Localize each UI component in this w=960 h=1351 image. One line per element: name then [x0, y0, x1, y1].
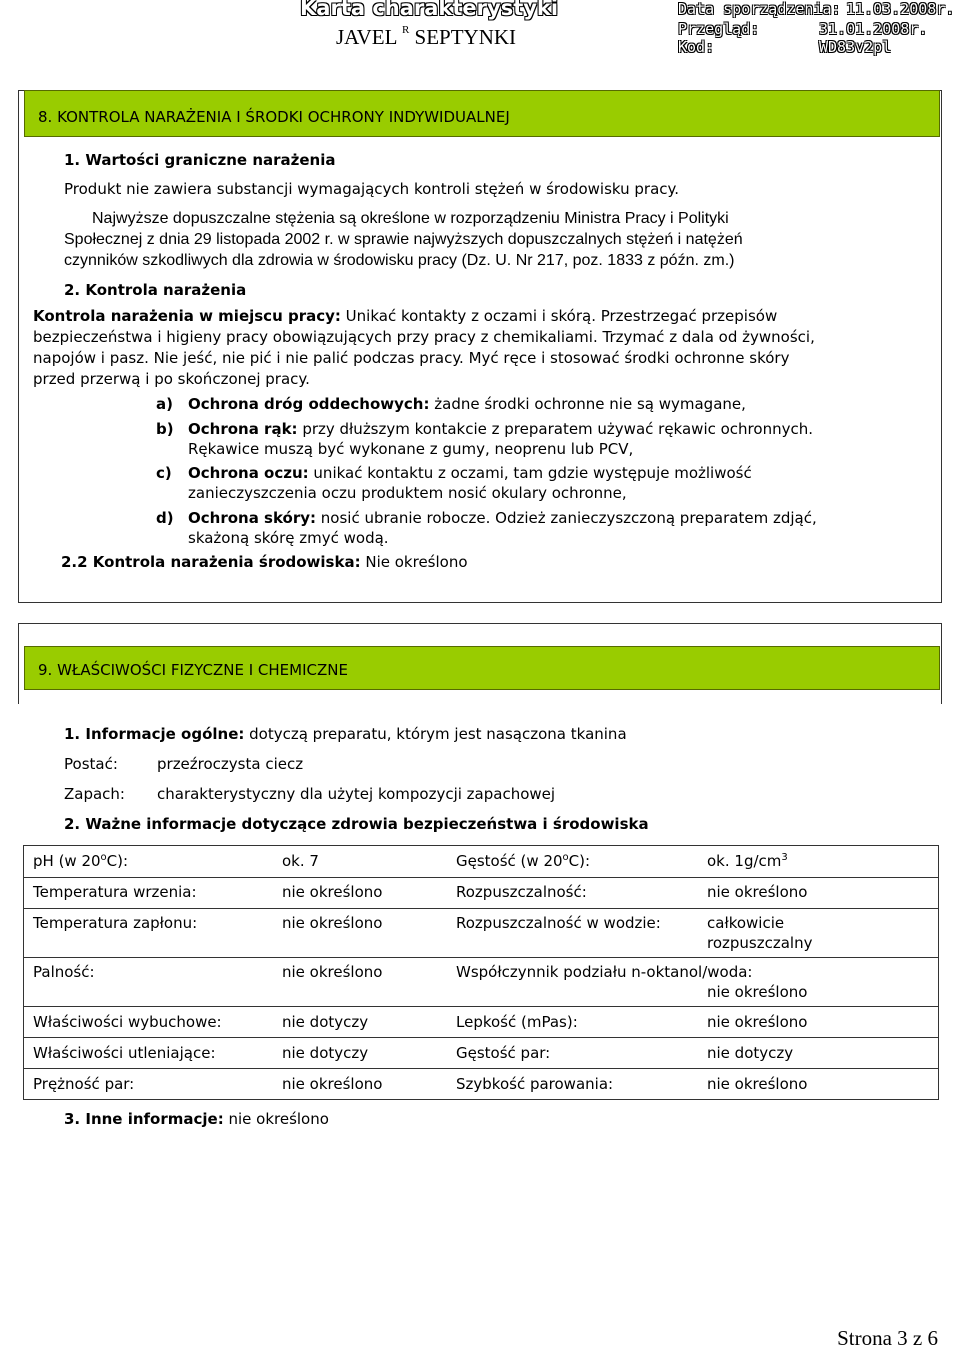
section-8-title: 8. KONTROLA NARAŻENIA I ŚRODKI OCHRONY INDYWIDUALNEJ — [38, 108, 510, 126]
water-solubility-value: rozpuszczalny — [707, 934, 813, 952]
explosive-label: Właściwości wybuchowe: — [33, 1013, 222, 1031]
environmental-control: 2.2 Kontrola narażenia środowiska: Nie określono — [61, 553, 468, 571]
eye-protection: Ochrona oczu: unikać kontaktu z oczami, tam gdzie występuje możliwość — [188, 464, 752, 482]
exposure-control-heading: 2. Kontrola narażenia — [64, 281, 247, 299]
review-date-value: 31.01.2008r. — [819, 20, 928, 38]
oxidizing-value: nie dotyczy — [282, 1044, 369, 1062]
ph-label: pH (w 20$^o$C): — [33, 852, 129, 870]
general-info: 1. Informacje ogólne: dotyczą preparatu, którym jest nasączona tkanina — [64, 725, 627, 743]
date-created-value: 11.03.2008r. — [846, 0, 955, 18]
vapor-pressure-value: nie określono — [282, 1075, 383, 1093]
hand-protection: Ochrona rąk: przy dłuższym kontakcie z preparatem używać rękawic ochronnych. — [188, 420, 813, 438]
water-solubility-value: całkowicie — [707, 914, 785, 932]
form-value: przeźroczysta ciecz — [157, 755, 304, 773]
solubility-value: nie określono — [707, 883, 808, 901]
odor-label: Zapach: — [64, 785, 125, 803]
respiratory-protection: Ochrona dróg oddechowych: żadne środki ochronne nie są wymagane, — [188, 395, 746, 413]
water-solubility-label: Rozpuszczalność w wodzie: — [456, 914, 661, 932]
vapor-pressure-label: Prężność par: — [33, 1075, 135, 1093]
boiling-point-label: Temperatura wrzenia: — [33, 883, 197, 901]
partition-coefficient-label: Współczynnik podziału n-oktanol/woda: — [456, 963, 753, 981]
flammability-label: Palność: — [33, 963, 95, 981]
hand-protection-line: Rękawice muszą być wykonane z gumy, neoprenu lub PCV, — [188, 440, 634, 458]
viscosity-label: Lepkość (mPas): — [456, 1013, 578, 1031]
row-divider — [24, 1037, 938, 1038]
other-info: 3. Inne informacje: nie określono — [64, 1110, 329, 1128]
flash-point-label: Temperatura zapłonu: — [33, 914, 198, 932]
row-divider — [24, 1068, 938, 1069]
form-label: Postać: — [64, 755, 118, 773]
row-divider — [24, 908, 938, 909]
item-marker: a) — [156, 395, 173, 413]
code-label: Kod: — [678, 38, 715, 56]
ph-value: ok. 7 — [282, 852, 319, 870]
item-marker: b) — [156, 420, 174, 438]
oxidizing-label: Właściwości utleniające: — [33, 1044, 216, 1062]
row-divider — [24, 957, 938, 958]
exposure-limits-heading: 1. Wartości graniczne narażenia — [64, 151, 336, 169]
evaporation-rate-value: nie określono — [707, 1075, 808, 1093]
product-name: JAVEL $^R$ SEPTYNKI — [336, 24, 517, 49]
item-marker: d) — [156, 509, 174, 527]
solubility-label: Rozpuszczalność: — [456, 883, 587, 901]
limits-line: Społecznej z dnia 29 listopada 2002 r. w sprawie najwyższych dopuszczalnych stężeń i natężeń — [64, 231, 743, 248]
workplace-control-line: napojów i pasz. Nie jeść, nie pić i nie palić podczas pracy. Myć ręce i stosować środki ochronne skóry — [33, 349, 790, 367]
explosive-value: nie dotyczy — [282, 1013, 369, 1031]
flash-point-value: nie określono — [282, 914, 383, 932]
vapor-density-value: nie dotyczy — [707, 1044, 794, 1062]
limits-line: Najwyższe dopuszczalne stężenia są określone w rozporządzeniu Ministra Pracy i Polityki — [92, 210, 729, 227]
skin-protection: Ochrona skóry: nosić ubranie robocze. Odzież zanieczyszczoną preparatem zdjąć, — [188, 509, 817, 527]
section-9-title: 9. WŁAŚCIWOŚCI FIZYCZNE I CHEMICZNE — [38, 661, 348, 679]
item-marker: c) — [156, 464, 172, 482]
density-label: Gęstość (w 20$^o$C): — [456, 852, 591, 870]
date-created-label: Data sporządzenia: — [678, 0, 841, 18]
evaporation-rate-label: Szybkość parowania: — [456, 1075, 614, 1093]
code-value: WD83v2pl — [819, 38, 892, 56]
row-divider — [24, 877, 938, 878]
density-value: ok. $1g/cm^3$ — [707, 852, 788, 870]
boiling-point-value: nie określono — [282, 883, 383, 901]
viscosity-value: nie określono — [707, 1013, 808, 1031]
eye-protection-line: zanieczyszczenia oczu produktem nosić okulary ochronne, — [188, 484, 627, 502]
odor-value: charakterystyczny dla użytej kompozycji zapachowej — [157, 785, 556, 803]
document-title: Karta charakterystyki — [300, 0, 559, 20]
partition-coefficient-value: nie określono — [707, 983, 808, 1001]
review-date-label: Przegląd: — [678, 20, 760, 38]
exposure-limits-text: Produkt nie zawiera substancji wymagających kontroli stężeń w środowisku pracy. — [64, 180, 680, 198]
workplace-control-line: Kontrola narażenia w miejscu pracy: Unikać kontakty z oczami i skórą. Przestrzegać przepisów — [33, 307, 778, 325]
workplace-control-line: przed przerwą i po skończonej pracy. — [33, 370, 310, 388]
vapor-density-label: Gęstość par: — [456, 1044, 551, 1062]
properties-table — [23, 845, 939, 1100]
important-info-heading: 2. Ważne informacje dotyczące zdrowia bezpieczeństwa i środowiska — [64, 815, 649, 833]
row-divider — [24, 1006, 938, 1007]
skin-protection-line: skażoną skórę zmyć wodą. — [188, 529, 389, 547]
limits-line: czynników szkodliwych dla zdrowia w środowisku pracy (Dz. U. Nr 217, poz. 1833 z późn. zm.) — [64, 252, 735, 269]
flammability-value: nie określono — [282, 963, 383, 981]
page-number: Strona 3 z 6 — [837, 1326, 938, 1350]
workplace-control-line: bezpieczeństwa i higieny pracy obowiązujących przy pracy z chemikaliami. Trzymać z dala od żywności, — [33, 328, 815, 346]
